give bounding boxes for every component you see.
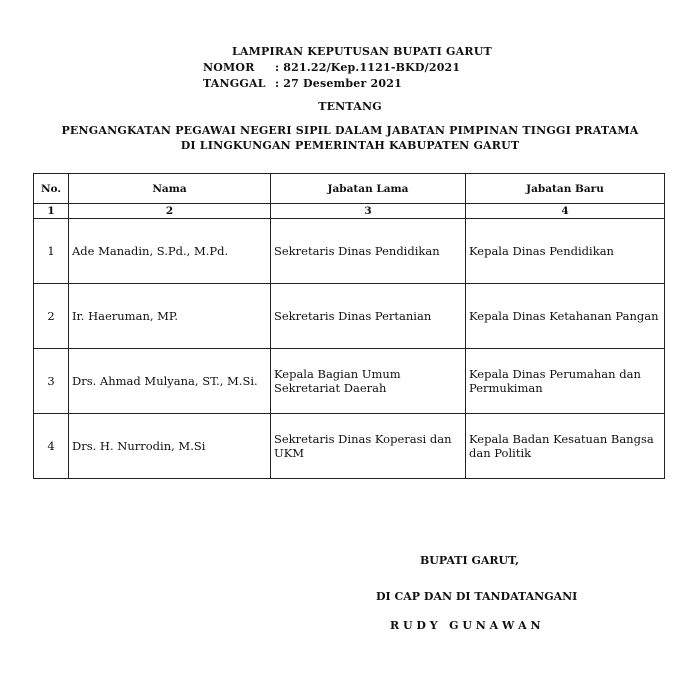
table-row xyxy=(34,219,665,284)
row-number: 1 xyxy=(34,219,69,284)
column-header-nama: Nama xyxy=(69,174,271,204)
column-number: 2 xyxy=(69,204,271,219)
row-number: 4 xyxy=(34,414,69,479)
cell-jabatan-lama: Sekretaris Dinas Koperasi dan UKM xyxy=(271,414,466,479)
column-header-no: No. xyxy=(34,174,69,204)
table-row xyxy=(34,284,665,349)
cell-jabatan-lama: Sekretaris Dinas Pertanian xyxy=(271,284,466,349)
row-number: 2 xyxy=(34,284,69,349)
column-number: 4 xyxy=(466,204,665,219)
row-number: 3 xyxy=(34,349,69,414)
cell-jabatan-baru: Kepala Dinas Perumahan dan Permukiman xyxy=(466,349,665,414)
cell-jabatan-lama: Kepala Bagian Umum Sekretariat Daerah xyxy=(271,349,466,414)
tentang-heading: TENTANG xyxy=(318,100,382,113)
cell-jabatan-lama: Sekretaris Dinas Pendidikan xyxy=(271,219,466,284)
table-row xyxy=(34,349,665,414)
signature-name: R U D Y G U N A W A N xyxy=(390,619,541,632)
signature-office: BUPATI GARUT, xyxy=(420,554,519,567)
tanggal-value: : 27 Desember 2021 xyxy=(275,77,402,90)
column-header-jabatan-lama: Jabatan Lama xyxy=(271,174,466,204)
nomor-value: : 821.22/Kep.1121-BKD/2021 xyxy=(275,61,461,74)
column-number: 3 xyxy=(271,204,466,219)
nomor-label: NOMOR xyxy=(203,61,255,74)
column-number: 1 xyxy=(34,204,69,219)
document-title: LAMPIRAN KEPUTUSAN BUPATI GARUT xyxy=(232,45,492,58)
table-row xyxy=(34,414,665,479)
cell-jabatan-baru: Kepala Badan Kesatuan Bangsa dan Politik xyxy=(466,414,665,479)
tanggal-label: TANGGAL xyxy=(203,77,266,90)
signature-note: DI CAP DAN DI TANDATANGANI xyxy=(376,590,578,603)
appointment-table xyxy=(33,173,665,479)
cell-jabatan-baru: Kepala Dinas Ketahanan Pangan xyxy=(466,284,665,349)
column-number-row xyxy=(34,204,665,219)
cell-nama: Drs. H. Nurrodin, M.Si xyxy=(69,414,271,479)
cell-nama: Ir. Haeruman, MP. xyxy=(69,284,271,349)
table-header-row xyxy=(34,174,665,204)
cell-jabatan-baru: Kepala Dinas Pendidikan xyxy=(466,219,665,284)
cell-nama: Ade Manadin, S.Pd., M.Pd. xyxy=(69,219,271,284)
subject-line-2: DI LINGKUNGAN PEMERINTAH KABUPATEN GARUT xyxy=(180,139,520,152)
cell-nama: Drs. Ahmad Mulyana, ST., M.Si. xyxy=(69,349,271,414)
column-header-jabatan-baru: Jabatan Baru xyxy=(466,174,665,204)
subject-line-1: PENGANGKATAN PEGAWAI NEGERI SIPIL DALAM JABATAN PIMPINAN TINGGI PRATAMA xyxy=(61,124,639,137)
